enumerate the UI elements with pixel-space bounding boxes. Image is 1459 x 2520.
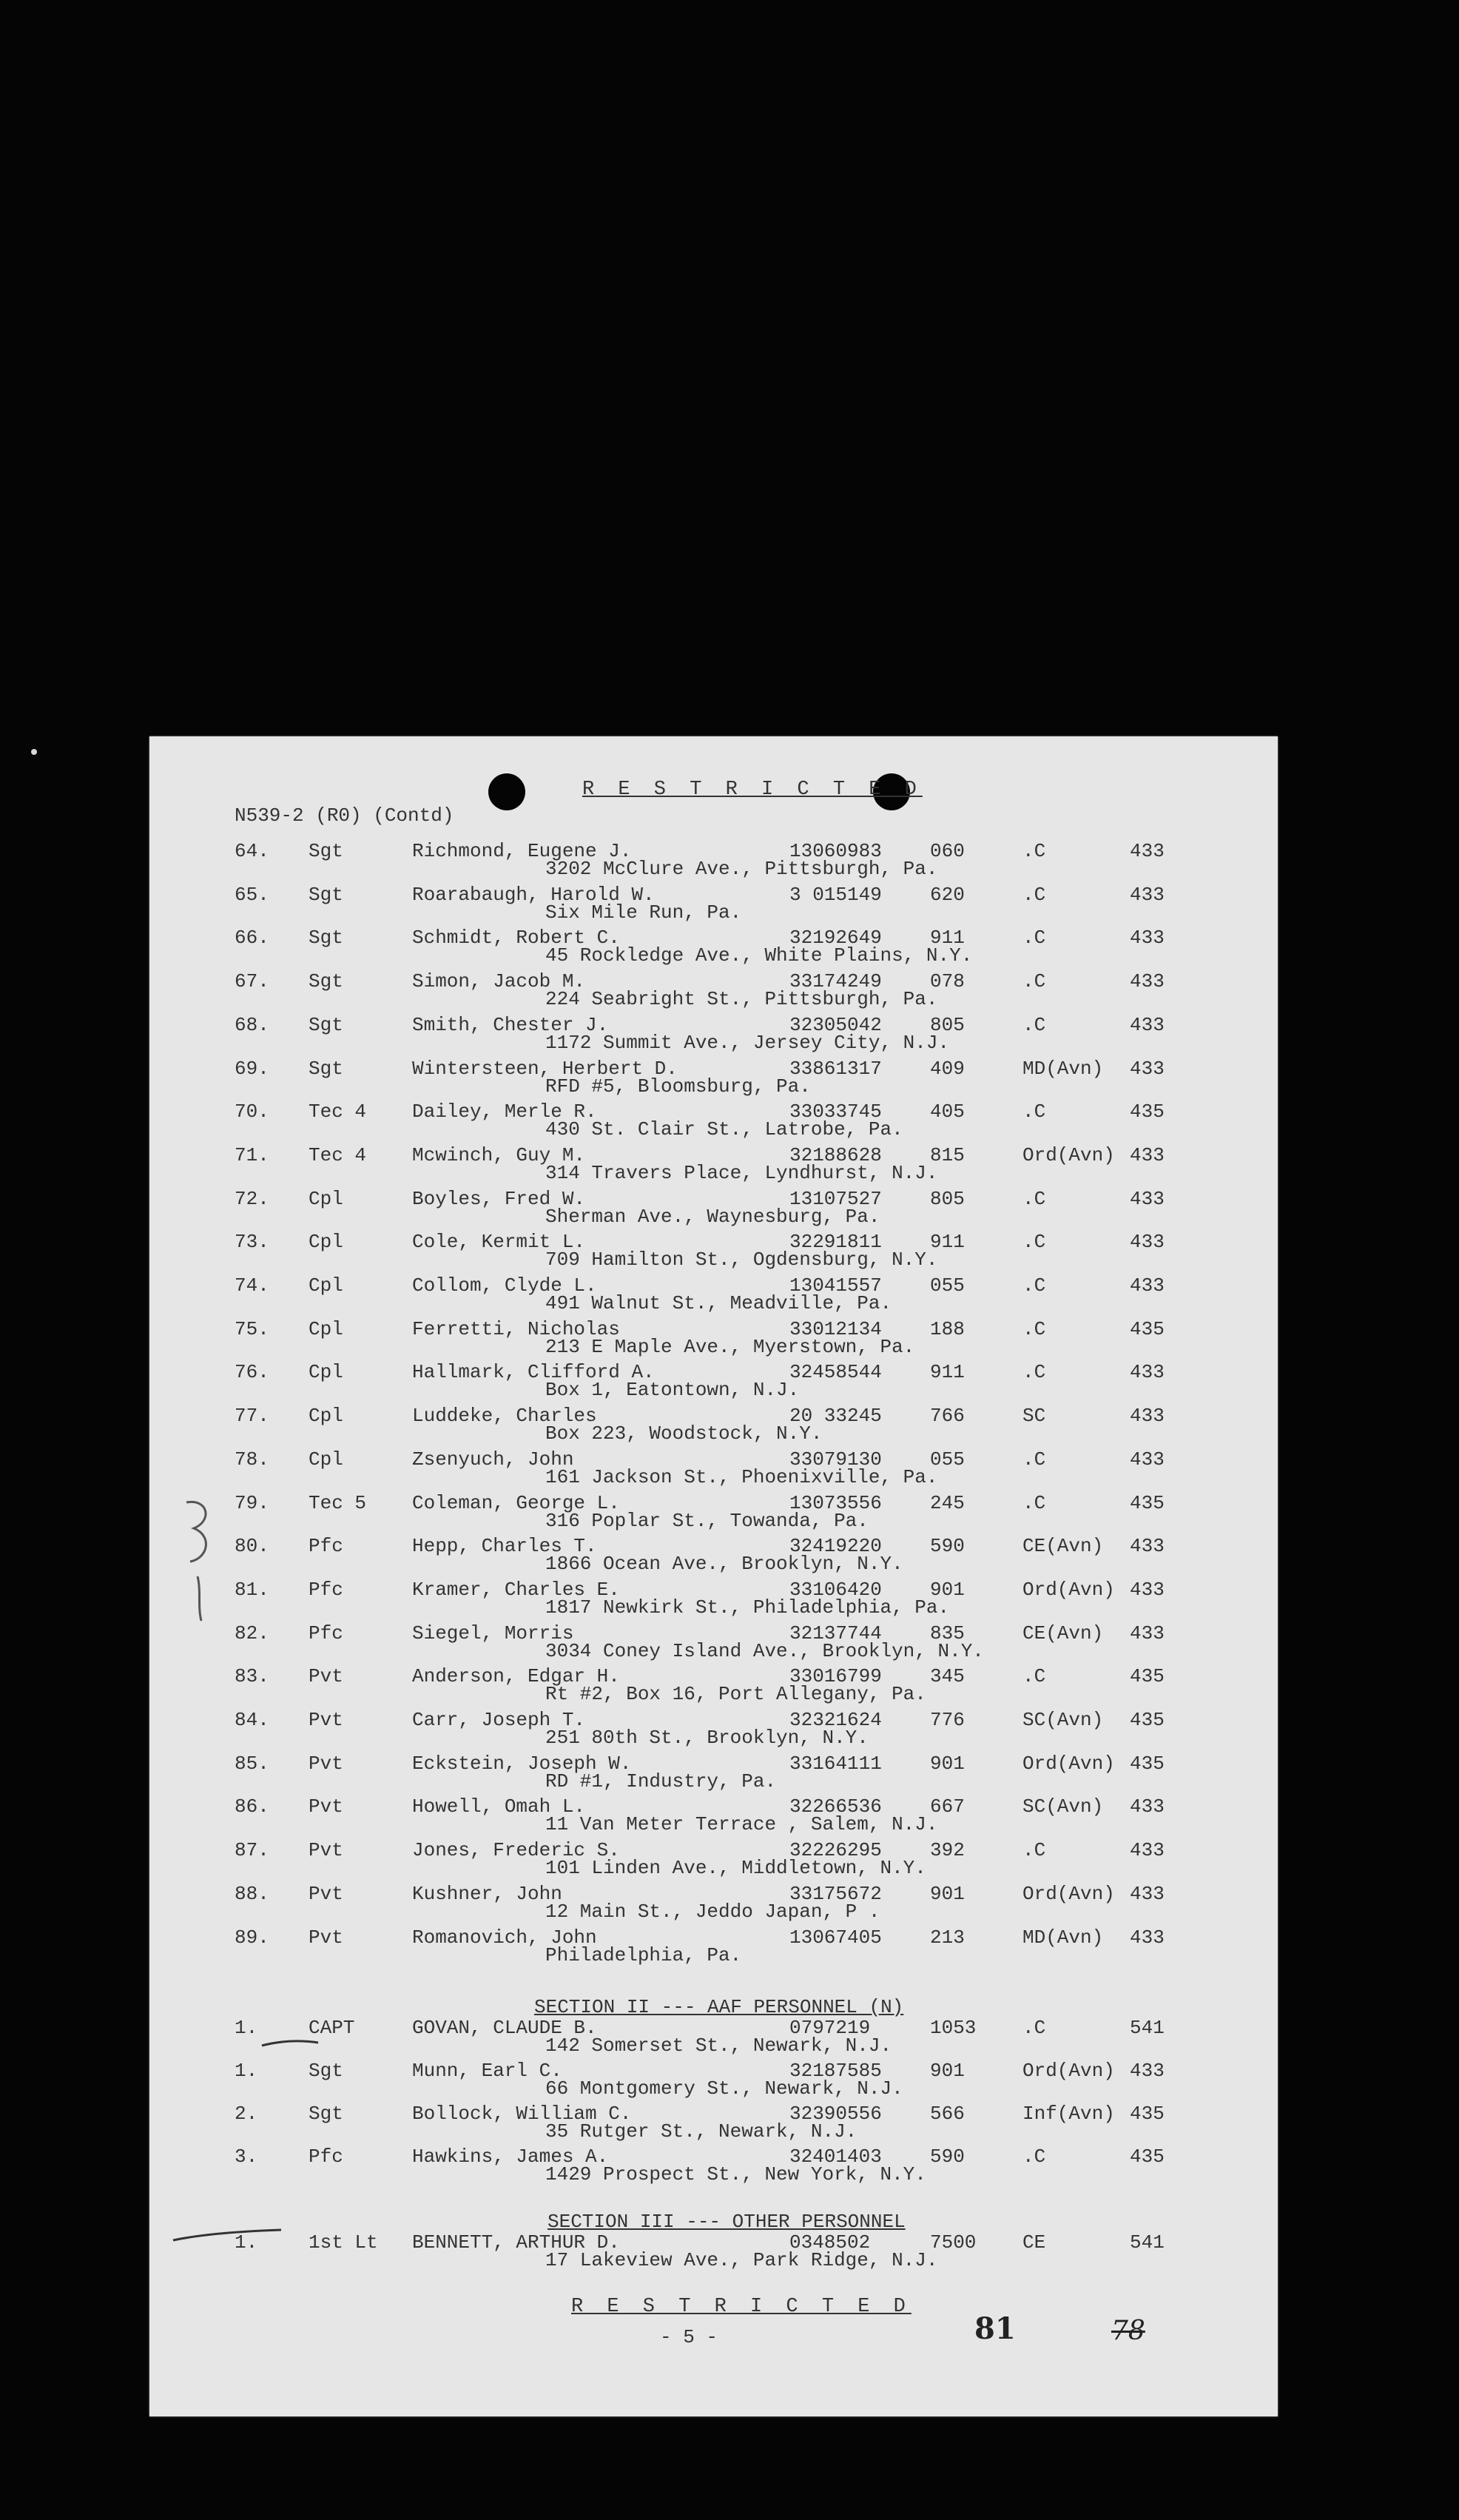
section-ii-grade: Sgt — [309, 2103, 343, 2125]
roster-mos: 060 — [930, 840, 965, 862]
roster-name: Smith, Chester J. — [412, 1013, 609, 1036]
roster-mos: 213 — [930, 1926, 965, 1949]
roster-mos: 835 — [930, 1622, 965, 1644]
roster-name: Siegel, Morris — [412, 1622, 574, 1644]
section-ii-arm: Inf(Avn) — [1022, 2103, 1115, 2125]
document-reference: N539-2 (R0) (Contd) — [235, 804, 454, 827]
roster-mos: 815 — [930, 1143, 965, 1166]
roster-address: 251 80th St., Brooklyn, N.Y. — [545, 1727, 869, 1749]
section-iii-title: SECTION III --- OTHER PERSONNEL — [547, 2211, 906, 2233]
roster-code: 433 — [1130, 1882, 1165, 1905]
section-ii-code: 435 — [1130, 2103, 1165, 2125]
roster-num: 89. — [235, 1926, 269, 1949]
roster-name: Simon, Jacob M. — [412, 970, 586, 993]
roster-grade: Pvt — [309, 1839, 343, 1862]
roster-address: 1817 Newkirk St., Philadelphia, Pa. — [545, 1596, 950, 1619]
roster-arm: CE(Avn) — [1022, 1535, 1104, 1558]
margin-dash-mark — [172, 2224, 283, 2246]
section-ii-title: SECTION II --- AAF PERSONNEL (N) — [534, 1996, 904, 2018]
section-ii-arm: .C — [1022, 2146, 1046, 2168]
roster-mos: 078 — [930, 970, 965, 993]
roster-code: 433 — [1130, 1926, 1165, 1949]
roster-grade: Pvt — [309, 1752, 343, 1775]
roster-name: Carr, Joseph T. — [412, 1709, 586, 1731]
section-ii-serial: 0797219 — [789, 2017, 871, 2039]
struck-page-number — [1111, 2316, 1145, 2346]
roster-code: 433 — [1130, 1013, 1165, 1036]
roster-serial: 32291811 — [789, 1231, 882, 1254]
roster-address: 11 Van Meter Terrace , Salem, N.J. — [545, 1813, 938, 1836]
roster-name: Jones, Frederic S. — [412, 1839, 620, 1862]
page-number: - 5 - — [660, 2326, 718, 2348]
section-ii-name: Hawkins, James A. — [412, 2146, 609, 2168]
section-ii-address: 1429 Prospect St., New York, N.Y. — [545, 2163, 926, 2185]
roster-address: Six Mile Run, Pa. — [545, 901, 742, 924]
roster-arm: SC(Avn) — [1022, 1709, 1104, 1731]
roster-arm: MD(Avn) — [1022, 1926, 1104, 1949]
roster-arm: .C — [1022, 1231, 1046, 1254]
roster-grade: Tec 4 — [309, 1101, 367, 1123]
roster-grade: Pfc — [309, 1578, 343, 1601]
section-iii-num: 1. — [235, 2231, 258, 2254]
section-ii-grade: Pfc — [309, 2146, 343, 2168]
roster-serial: 13073556 — [789, 1491, 882, 1514]
roster-serial: 33012134 — [789, 1317, 882, 1340]
struck-page-number-text: 78 — [1111, 2316, 1145, 2346]
roster-serial: 32226295 — [789, 1839, 882, 1862]
roster-address: 3034 Coney Island Ave., Brooklyn, N.Y. — [545, 1639, 984, 1662]
roster-code: 433 — [1130, 1795, 1165, 1818]
roster-mos: 409 — [930, 1057, 965, 1080]
roster-num: 78. — [235, 1448, 269, 1471]
roster-code: 433 — [1130, 1143, 1165, 1166]
roster-num: 85. — [235, 1752, 269, 1775]
roster-serial: 13107527 — [789, 1187, 882, 1210]
roster-num: 68. — [235, 1013, 269, 1036]
roster-address: RFD #5, Bloomsburg, Pa. — [545, 1075, 811, 1098]
roster-code: 433 — [1130, 1578, 1165, 1601]
section-iii-name: BENNETT, ARTHUR D. — [412, 2231, 620, 2254]
roster-name: Kramer, Charles E. — [412, 1578, 620, 1601]
roster-address: 1172 Summit Ave., Jersey City, N.J. — [545, 1031, 950, 1054]
roster-grade: Sgt — [309, 840, 343, 862]
roster-mos: 055 — [930, 1274, 965, 1297]
roster-name: Ferretti, Nicholas — [412, 1317, 620, 1340]
roster-grade: Pvt — [309, 1665, 343, 1688]
roster-name: Cole, Kermit L. — [412, 1231, 586, 1254]
section-ii-arm: .C — [1022, 2017, 1046, 2039]
roster-code: 435 — [1130, 1491, 1165, 1514]
roster-mos: 805 — [930, 1187, 965, 1210]
section-ii-address: 142 Somerset St., Newark, N.J. — [545, 2035, 892, 2057]
section-ii-address: 66 Montgomery St., Newark, N.J. — [545, 2077, 903, 2100]
roster-arm: .C — [1022, 1101, 1046, 1123]
roster-mos: 245 — [930, 1491, 965, 1514]
roster-grade: Sgt — [309, 970, 343, 993]
roster-arm: Ord(Avn) — [1022, 1578, 1115, 1601]
roster-arm: Ord(Avn) — [1022, 1882, 1115, 1905]
roster-address: 1866 Ocean Ave., Brooklyn, N.Y. — [545, 1553, 903, 1576]
roster-arm: SC — [1022, 1405, 1046, 1428]
roster-serial: 32137744 — [789, 1622, 882, 1644]
roster-name: Zsenyuch, John — [412, 1448, 574, 1471]
roster-arm: CE(Avn) — [1022, 1622, 1104, 1644]
roster-serial: 32192649 — [789, 927, 882, 950]
roster-mos: 776 — [930, 1709, 965, 1731]
roster-arm: .C — [1022, 840, 1046, 862]
roster-address: Box 1, Eatontown, N.J. — [545, 1379, 800, 1402]
section-ii-code: 435 — [1130, 2146, 1165, 2168]
roster-arm: Ord(Avn) — [1022, 1752, 1115, 1775]
roster-mos: 667 — [930, 1795, 965, 1818]
roster-num: 69. — [235, 1057, 269, 1080]
roster-serial: 13060983 — [789, 840, 882, 862]
roster-name: Luddeke, Charles — [412, 1405, 597, 1428]
roster-name: Roarabaugh, Harold W. — [412, 883, 655, 906]
roster-mos: 392 — [930, 1839, 965, 1862]
roster-code: 433 — [1130, 840, 1165, 862]
roster-serial: 33174249 — [789, 970, 882, 993]
roster-code: 433 — [1130, 1231, 1165, 1254]
section-iii-arm: CE — [1022, 2231, 1046, 2254]
roster-mos: 620 — [930, 883, 965, 906]
roster-arm: .C — [1022, 1317, 1046, 1340]
roster-code: 433 — [1130, 1448, 1165, 1471]
section-ii-num: 1. — [235, 2017, 258, 2039]
roster-num: 86. — [235, 1795, 269, 1818]
roster-arm: .C — [1022, 927, 1046, 950]
section-ii-grade: Sgt — [309, 2060, 343, 2082]
section-ii-num: 1. — [235, 2060, 258, 2082]
roster-name: Dailey, Merle R. — [412, 1101, 597, 1123]
roster-mos: 805 — [930, 1013, 965, 1036]
roster-code: 433 — [1130, 1274, 1165, 1297]
footer-restricted: R E S T R I C T E D — [571, 2296, 912, 2318]
section-ii-address: 35 Rutger St., Newark, N.J. — [545, 2120, 857, 2143]
roster-code: 433 — [1130, 970, 1165, 993]
roster-grade: Cpl — [309, 1274, 343, 1297]
roster-serial: 32266536 — [789, 1795, 882, 1818]
roster-num: 72. — [235, 1187, 269, 1210]
roster-name: Wintersteen, Herbert D. — [412, 1057, 678, 1080]
roster-serial: 32305042 — [789, 1013, 882, 1036]
roster-arm: .C — [1022, 1361, 1046, 1384]
roster-grade: Cpl — [309, 1405, 343, 1428]
section-ii-mos: 1053 — [930, 2017, 977, 2039]
roster-serial: 32419220 — [789, 1535, 882, 1558]
roster-arm: .C — [1022, 1448, 1046, 1471]
roster-num: 71. — [235, 1143, 269, 1166]
roster-code: 433 — [1130, 1622, 1165, 1644]
roster-name: Coleman, George L. — [412, 1491, 620, 1514]
section-ii-name: Bollock, William C. — [412, 2103, 632, 2125]
roster-address: 213 E Maple Ave., Myerstown, Pa. — [545, 1335, 915, 1358]
roster-mos: 188 — [930, 1317, 965, 1340]
roster-address: RD #1, Industry, Pa. — [545, 1770, 777, 1792]
roster-num: 66. — [235, 927, 269, 950]
roster-mos: 345 — [930, 1665, 965, 1688]
section-ii-mos: 566 — [930, 2103, 965, 2125]
roster-code: 433 — [1130, 1405, 1165, 1428]
roster-arm: .C — [1022, 1839, 1046, 1862]
section-ii-code: 433 — [1130, 2060, 1165, 2082]
handwritten-page-number: 81 — [974, 2311, 1016, 2346]
roster-num: 87. — [235, 1839, 269, 1862]
roster-code: 433 — [1130, 883, 1165, 906]
section-iii-mos: 7500 — [930, 2231, 977, 2254]
roster-serial: 32188628 — [789, 1143, 882, 1166]
section-ii-name: Munn, Earl C. — [412, 2060, 562, 2082]
roster-serial: 3 015149 — [789, 883, 882, 906]
roster-arm: .C — [1022, 1187, 1046, 1210]
roster-grade: Sgt — [309, 883, 343, 906]
roster-address: Rt #2, Box 16, Port Allegany, Pa. — [545, 1683, 926, 1706]
roster-num: 79. — [235, 1491, 269, 1514]
roster-name: Hepp, Charles T. — [412, 1535, 597, 1558]
roster-serial: 33861317 — [789, 1057, 882, 1080]
roster-num: 67. — [235, 970, 269, 993]
roster-mos: 055 — [930, 1448, 965, 1471]
roster-code: 435 — [1130, 1317, 1165, 1340]
roster-arm: .C — [1022, 1491, 1046, 1514]
roster-num: 73. — [235, 1231, 269, 1254]
roster-serial: 33106420 — [789, 1578, 882, 1601]
punch-hole-left — [488, 773, 525, 810]
roster-code: 433 — [1130, 1839, 1165, 1862]
roster-grade: Cpl — [309, 1187, 343, 1210]
roster-name: Howell, Omah L. — [412, 1795, 586, 1818]
scan-speck — [31, 749, 37, 755]
roster-address: 45 Rockledge Ave., White Plains, N.Y. — [545, 944, 973, 967]
roster-address: 101 Linden Ave., Middletown, N.Y. — [545, 1857, 926, 1880]
roster-grade: Cpl — [309, 1448, 343, 1471]
roster-code: 435 — [1130, 1101, 1165, 1123]
roster-serial: 33164111 — [789, 1752, 882, 1775]
roster-grade: Sgt — [309, 927, 343, 950]
roster-address: 316 Poplar St., Towanda, Pa. — [545, 1509, 869, 1532]
roster-arm: .C — [1022, 1274, 1046, 1297]
roster-num: 82. — [235, 1622, 269, 1644]
section-iii-grade: 1st Lt — [309, 2231, 378, 2254]
roster-serial: 13041557 — [789, 1274, 882, 1297]
section-ii-mos: 590 — [930, 2146, 965, 2168]
roster-code: 435 — [1130, 1709, 1165, 1731]
roster-name: Collom, Clyde L. — [412, 1274, 597, 1297]
roster-grade: Pvt — [309, 1795, 343, 1818]
section-ii-serial: 32187585 — [789, 2060, 882, 2082]
roster-num: 74. — [235, 1274, 269, 1297]
section-ii-num: 2. — [235, 2103, 258, 2125]
roster-num: 84. — [235, 1709, 269, 1731]
roster-num: 75. — [235, 1317, 269, 1340]
roster-grade: Pvt — [309, 1709, 343, 1731]
roster-serial: 20 33245 — [789, 1405, 882, 1428]
roster-code: 435 — [1130, 1665, 1165, 1688]
roster-num: 70. — [235, 1101, 269, 1123]
roster-serial: 33016799 — [789, 1665, 882, 1688]
section-ii-grade: CAPT — [309, 2017, 355, 2039]
roster-name: Schmidt, Robert C. — [412, 927, 620, 950]
roster-address: Sherman Ave., Waynesburg, Pa. — [545, 1205, 880, 1228]
roster-code: 433 — [1130, 1361, 1165, 1384]
roster-num: 88. — [235, 1882, 269, 1905]
roster-serial: 32458544 — [789, 1361, 882, 1384]
roster-name: Kushner, John — [412, 1882, 562, 1905]
roster-mos: 911 — [930, 1361, 965, 1384]
roster-grade: Cpl — [309, 1231, 343, 1254]
section-ii-mos: 901 — [930, 2060, 965, 2082]
roster-name: Anderson, Edgar H. — [412, 1665, 620, 1688]
roster-address: 3202 McClure Ave., Pittsburgh, Pa. — [545, 858, 938, 880]
roster-serial: 33033745 — [789, 1101, 882, 1123]
roster-address: 491 Walnut St., Meadville, Pa. — [545, 1292, 892, 1314]
roster-serial: 33079130 — [789, 1448, 882, 1471]
roster-grade: Pvt — [309, 1926, 343, 1949]
roster-arm: .C — [1022, 1665, 1046, 1688]
roster-mos: 590 — [930, 1535, 965, 1558]
roster-mos: 901 — [930, 1578, 965, 1601]
section-iii-serial: 0348502 — [789, 2231, 871, 2254]
roster-grade: Sgt — [309, 1057, 343, 1080]
roster-arm: .C — [1022, 970, 1046, 993]
roster-num: 81. — [235, 1578, 269, 1601]
roster-address: 161 Jackson St., Phoenixville, Pa. — [545, 1465, 938, 1488]
roster-grade: Cpl — [309, 1361, 343, 1384]
margin-bracket-mark — [179, 1495, 216, 1628]
roster-code: 433 — [1130, 1535, 1165, 1558]
section-ii-num: 3. — [235, 2146, 258, 2168]
section-iii-code: 541 — [1130, 2231, 1165, 2254]
roster-address: 224 Seabright St., Pittsburgh, Pa. — [545, 988, 938, 1011]
roster-name: Boyles, Fred W. — [412, 1187, 586, 1210]
roster-mos: 911 — [930, 1231, 965, 1254]
roster-arm: .C — [1022, 883, 1046, 906]
roster-grade: Pfc — [309, 1622, 343, 1644]
roster-grade: Pvt — [309, 1882, 343, 1905]
roster-name: Eckstein, Joseph W. — [412, 1752, 632, 1775]
roster-address: 314 Travers Place, Lyndhurst, N.J. — [545, 1161, 938, 1184]
document-page — [149, 736, 1278, 2416]
roster-mos: 766 — [930, 1405, 965, 1428]
section-iii-address: 17 Lakeview Ave., Park Ridge, N.J. — [545, 2249, 938, 2271]
header-restricted: R E S T R I C T E D — [582, 779, 923, 801]
roster-serial: 13067405 — [789, 1926, 882, 1949]
roster-num: 65. — [235, 883, 269, 906]
margin-dash-mark — [260, 2035, 320, 2050]
roster-code: 435 — [1130, 1752, 1165, 1775]
roster-address: Philadelphia, Pa. — [545, 1943, 742, 1966]
roster-num: 64. — [235, 840, 269, 862]
section-ii-code: 541 — [1130, 2017, 1165, 2039]
roster-code: 433 — [1130, 927, 1165, 950]
roster-arm: MD(Avn) — [1022, 1057, 1104, 1080]
roster-serial: 32321624 — [789, 1709, 882, 1731]
roster-name: Mcwinch, Guy M. — [412, 1143, 586, 1166]
roster-grade: Sgt — [309, 1013, 343, 1036]
roster-mos: 911 — [930, 927, 965, 950]
roster-num: 83. — [235, 1665, 269, 1688]
roster-address: 430 St. Clair St., Latrobe, Pa. — [545, 1118, 903, 1141]
roster-address: 709 Hamilton St., Ogdensburg, N.Y. — [545, 1249, 938, 1271]
roster-code: 433 — [1130, 1187, 1165, 1210]
roster-name: Hallmark, Clifford A. — [412, 1361, 655, 1384]
roster-mos: 901 — [930, 1882, 965, 1905]
section-ii-serial: 32401403 — [789, 2146, 882, 2168]
section-ii-arm: Ord(Avn) — [1022, 2060, 1115, 2082]
roster-grade: Tec 5 — [309, 1491, 367, 1514]
roster-grade: Pfc — [309, 1535, 343, 1558]
section-ii-serial: 32390556 — [789, 2103, 882, 2125]
roster-arm: SC(Avn) — [1022, 1795, 1104, 1818]
roster-num: 77. — [235, 1405, 269, 1428]
roster-arm: Ord(Avn) — [1022, 1143, 1115, 1166]
roster-code: 433 — [1130, 1057, 1165, 1080]
roster-num: 80. — [235, 1535, 269, 1558]
section-ii-name: GOVAN, CLAUDE B. — [412, 2017, 597, 2039]
roster-name: Romanovich, John — [412, 1926, 597, 1949]
roster-mos: 901 — [930, 1752, 965, 1775]
roster-mos: 405 — [930, 1101, 965, 1123]
roster-serial: 33175672 — [789, 1882, 882, 1905]
roster-num: 76. — [235, 1361, 269, 1384]
roster-address: Box 223, Woodstock, N.Y. — [545, 1422, 823, 1445]
roster-grade: Tec 4 — [309, 1143, 367, 1166]
roster-name: Richmond, Eugene J. — [412, 840, 632, 862]
roster-address: 12 Main St., Jeddo Japan, P . — [545, 1900, 880, 1923]
roster-grade: Cpl — [309, 1317, 343, 1340]
roster-arm: .C — [1022, 1013, 1046, 1036]
